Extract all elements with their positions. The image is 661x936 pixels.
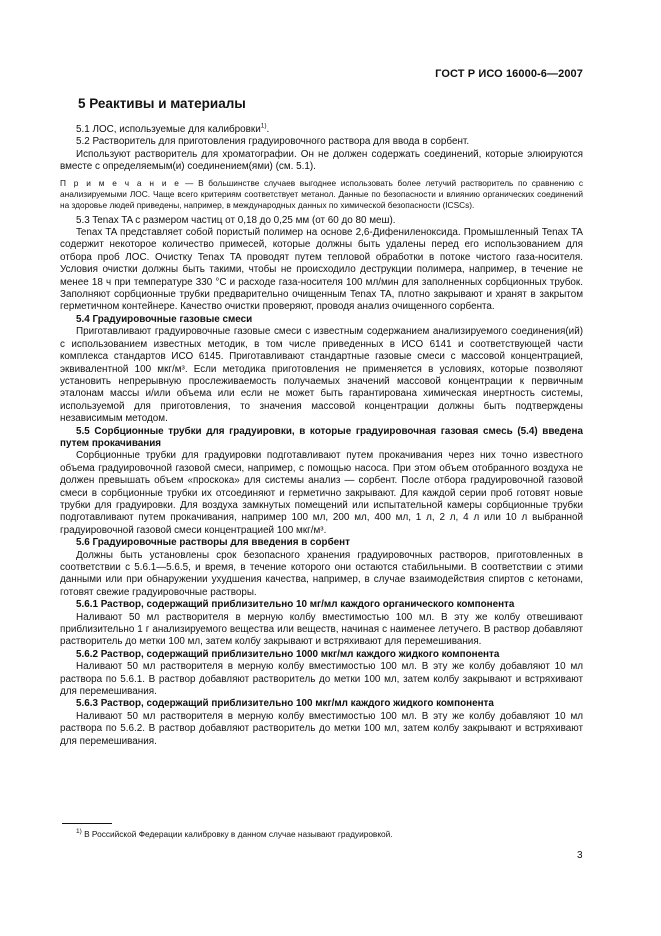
note	[60, 178, 583, 211]
paragraph-5-3-body: Tenax TA представляет собой пористый полимер на основе 2,6-Дифениленоксида. Промышленный Tenax TA содержит некоторое количество примесей, которые должны быть удалены перед его использованием для отбора проб ЛОС. Очистку Tenax TA проводят путем тепловой обработки в потоке чистого газа-носителя. Условия очистки должны быть такими, чтобы не происходило деструкции полимера, например, в течение не менее 18 ч при температуре 330 °С и расходе газа-носителя 100 мл/мин для заполненных сорбционных трубок. Заполняют сорбционные трубки предварительно очищенным Tenax TA, плотно закрывают и хранят в закрытом герметичном контейнере. Качество очистки проверяют, проводя анализ очищенного сорбента.	[60, 227, 583, 313]
paragraph-5-2-body: Используют растворитель для хроматографии. Он не должен содержать соединений, которые элюируются вместе с определяемым(и) соединением(ями) (см. 5.1).	[60, 148, 583, 173]
heading-5-6-3: 5.6.3 Раствор, содержащий приблизительно 100 мкг/мл каждого жидкого компонента	[76, 698, 494, 710]
paragraph-5-6-3: Наливают 50 мл растворителя в мерную колбу вместимостью 100 мл. В эту же колбу добавляют 10 мл раствора по 5.6.2. В раствор добавляют растворитель до метки 100 мл, затем колбу закрывают и встряхивают для перемешивания.	[60, 710, 583, 747]
section-title: 5 Реактивы и материалы	[78, 96, 246, 111]
paragraph-5-1-end: .	[266, 124, 270, 135]
heading-5-4: 5.4 Градуировочные газовые смеси	[76, 313, 253, 325]
note-text: — В большинстве случаев выгоднее использовать более летучий растворитель по сравнению с анализируемыми ЛОС. Чаще всего критериям соответствует метанол. Данные по безопасности и влиянию органических соединений на здоровье людей приведены, например, в международных данных по химической безопасности (ICSCs).	[60, 177, 583, 210]
paragraph-5-1	[60, 124, 583, 136]
footnote-divider	[62, 823, 112, 824]
document-code-header: ГОСТ Р ИСО 16000-6—2007	[435, 68, 583, 80]
footnote-text: В Российской Федерации калибровку в данном случае называют градуировкой.	[84, 829, 393, 839]
page-number: 3	[577, 850, 583, 861]
paragraph-5-1-text: 5.1 ЛОС, используемые для калибровки	[76, 124, 261, 135]
heading-5-5: 5.5 Сорбционные трубки для градуировки, в которые градуировочная газовая смесь (5.4) введена путем прокачивания	[60, 425, 583, 449]
footnote	[76, 829, 393, 839]
heading-5-6: 5.6 Градуировочные растворы для введения в сорбент	[76, 537, 350, 549]
paragraph-5-6-1: Наливают 50 мл растворителя в мерную колбу вместимостью 100 мл. В эту же колбу отвешивают приблизительно 1 г анализируемого вещества или веществ, начиная с наименее летучего. В раствор добавляют растворитель до метки 100 мл, затем колбу закрывают и встряхивают для перемешивания.	[60, 611, 583, 648]
paragraph-5-4: Приготавливают градуировочные газовые смеси с известным содержанием анализируемого соединения(ий) с использованием известных методик, в том числе приведенных в ИСО 6141 и соответствующей части комплекса стандартов ИСО 6145. Приготавливают стандартные газовые смеси с массовой концентрацией, эквивалентной 100 мкг/м³. Если методика приготовления не применяется в условиях, которые позволяют установить непрерывную прослеживаемость получаемых значений массовой концентрации к первичным эталонам массы и/или объема или если не может быть гарантирована химическая инертность системы, используемой для приготовления, то значения массовой концентрации должны быть подтверждены независимым методом.	[60, 326, 583, 425]
paragraph-5-5: Сорбционные трубки для градуировки подготавливают путем прокачивания через них точно известного объема градуировочной газовой смеси, например, с помощью насоса. При этом объем отобранного воздуха не должен превышать объем «проскока» для системы анализ — сорбент. После отбора градуировочной газовой смеси в сорбционные трубки их отсоединяют и герметично закрывают. Для каждой серии проб готовят новые трубки для градуировки. Для воздуха замкнутых помещений или испытательной камеры сорбционные трубки подготавливают путем прокачивания, например 100 мл, 200 мл, 400 мл, 1 л, 2 л, 4 л или 10 л выбранной градуировочной газовой смеси концентрацией 100 мкг/м³.	[60, 450, 583, 536]
paragraph-5-2: 5.2 Растворитель для приготовления градуировочного раствора для ввода в сорбент.	[76, 136, 470, 148]
paragraph-5-6: Должны быть установлены срок безопасного хранения градуировочных растворов, приготовленных в соответствии с 5.6.1—5.6.5, и время, в течение которого они остаются стабильными. В соответствии с этими данными или при обнаружении ухудшения качества, например, в случае взаимодействия спиртов с кетонами, готовят свежие градуировочные растворы.	[60, 549, 583, 598]
heading-5-6-2: 5.6.2 Раствор, содержащий приблизительно 1000 мкг/мл каждого жидкого компонента	[76, 648, 500, 660]
note-label: П р и м е ч а н и е	[60, 177, 181, 188]
footnote-reference: 1)	[260, 122, 267, 130]
heading-5-6-1: 5.6.1 Раствор, содержащий приблизительно 10 мг/мл каждого органического компонента	[76, 599, 515, 611]
paragraph-5-6-2: Наливают 50 мл растворителя в мерную колбу вместимостью 100 мл. В эту же колбу добавляют 10 мл раствора по 5.6.1. В раствор добавляют растворитель до метки 100 мл, затем колбу закрывают и встряхивают для перемешивания.	[60, 661, 583, 698]
footnote-mark: 1)	[76, 828, 82, 836]
paragraph-5-3: 5.3 Tenax TA с размером частиц от 0,18 до 0,25 мм (от 60 до 80 меш).	[76, 214, 396, 226]
document-body	[60, 124, 583, 748]
